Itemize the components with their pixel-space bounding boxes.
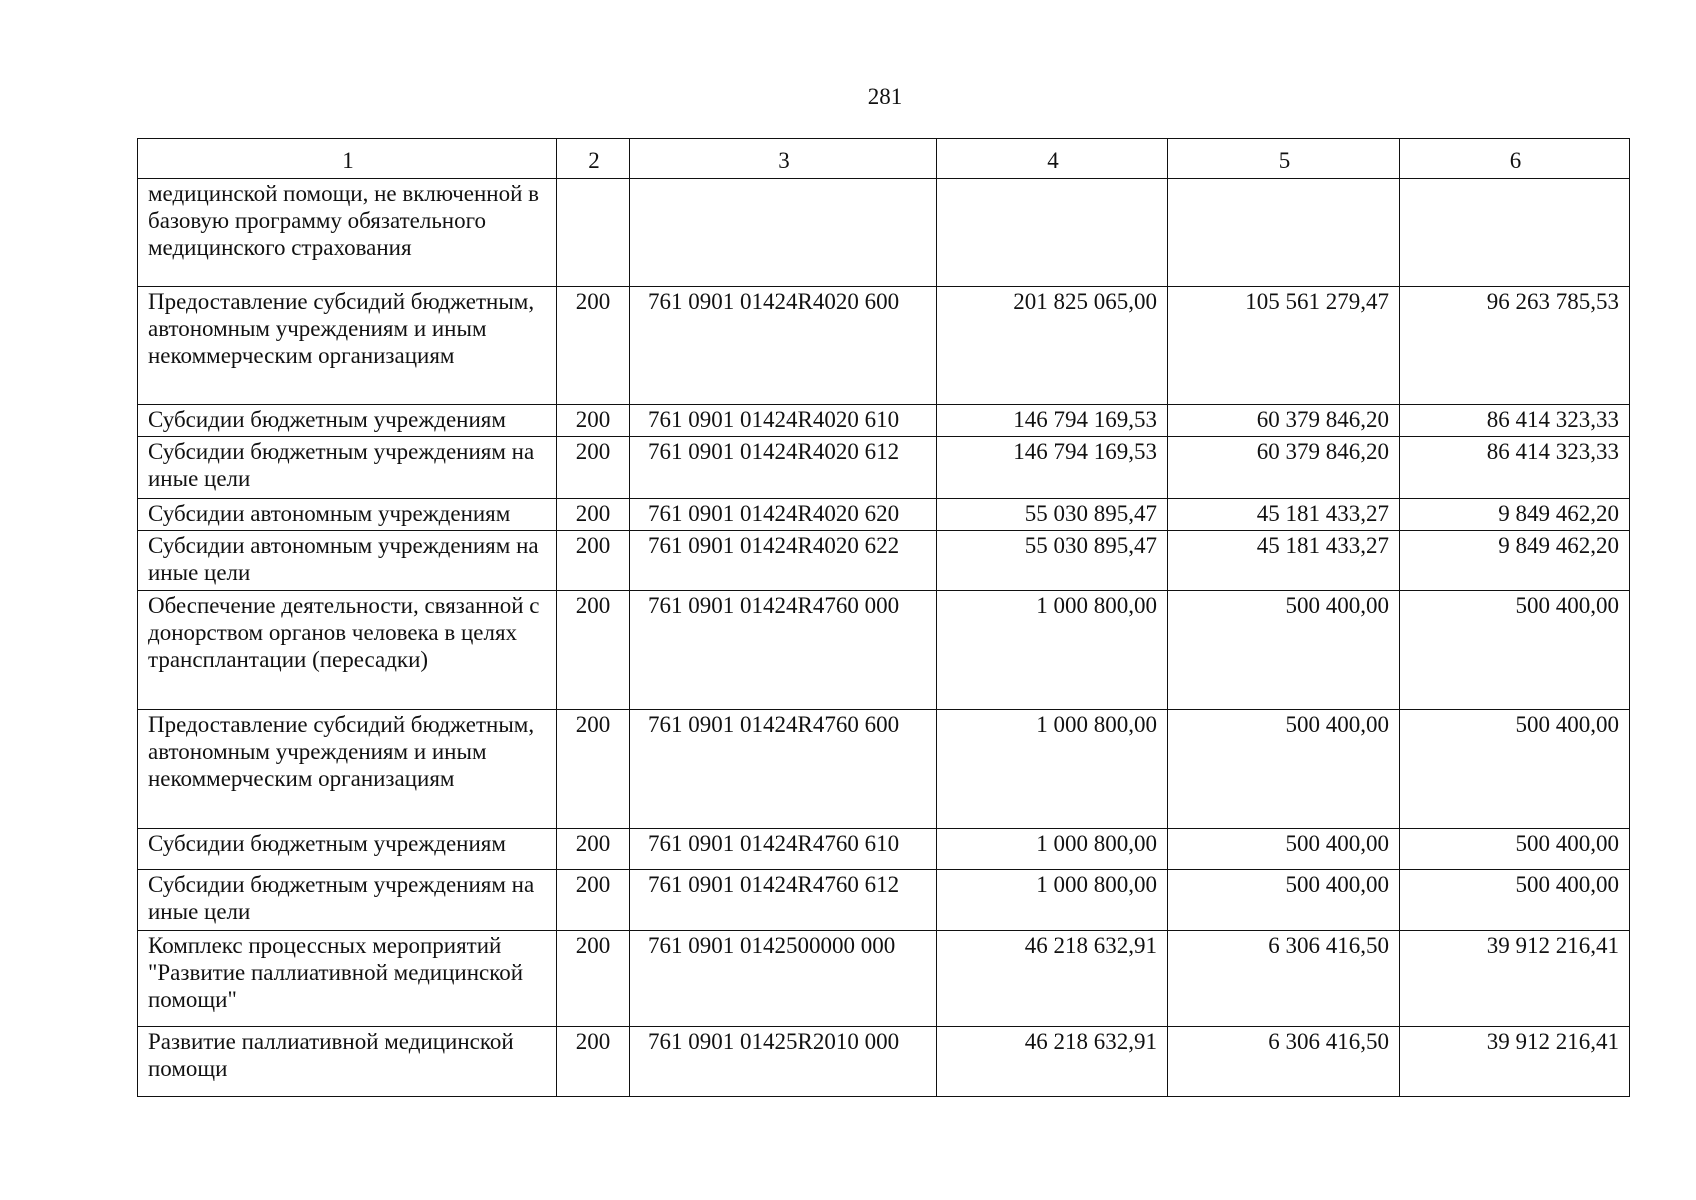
row-value5-cell: 45 181 433,27 xyxy=(1168,499,1400,531)
table-row xyxy=(138,287,1630,405)
row-value6-cell xyxy=(1400,179,1630,287)
row-col2-cell: 200 xyxy=(557,1027,630,1097)
row-col2-cell: 200 xyxy=(557,531,630,591)
row-value4-cell: 146 794 169,53 xyxy=(937,405,1168,437)
column-header: 6 xyxy=(1400,139,1630,179)
row-name-cell: Субсидии автономным учреждениям на иные цели xyxy=(138,531,557,591)
row-value4-cell: 201 825 065,00 xyxy=(937,287,1168,405)
row-value5-cell: 60 379 846,20 xyxy=(1168,405,1400,437)
row-col2-cell: 200 xyxy=(557,287,630,405)
row-col2-cell: 200 xyxy=(557,405,630,437)
row-name-cell: медицинской помощи, не включенной в базовую программу обязательного медицинского страхования xyxy=(138,179,557,287)
row-code-cell: 761 0901 01424R4020 622 xyxy=(630,531,937,591)
row-code-cell: 761 0901 01425R2010 000 xyxy=(630,1027,937,1097)
row-name-cell: Предоставление субсидий бюджетным, автономным учреждениям и иным некоммерческим организациям xyxy=(138,287,557,405)
table-row xyxy=(138,1027,1630,1097)
row-value6-cell: 9 849 462,20 xyxy=(1400,531,1630,591)
row-code-cell: 761 0901 0142500000 000 xyxy=(630,931,937,1027)
row-name-cell: Обеспечение деятельности, связанной с донорством органов человека в целях трансплантации (пересадки) xyxy=(138,591,557,710)
row-name-cell: Субсидии бюджетным учреждениям на иные цели xyxy=(138,437,557,499)
row-code-cell: 761 0901 01424R4020 610 xyxy=(630,405,937,437)
table-row xyxy=(138,437,1630,499)
row-value5-cell: 60 379 846,20 xyxy=(1168,437,1400,499)
column-header: 1 xyxy=(138,139,557,179)
row-code-cell: 761 0901 01424R4760 610 xyxy=(630,829,937,870)
column-header: 4 xyxy=(937,139,1168,179)
row-col2-cell: 200 xyxy=(557,499,630,531)
row-value4-cell: 1 000 800,00 xyxy=(937,870,1168,931)
row-name-cell: Развитие паллиативной медицинской помощи xyxy=(138,1027,557,1097)
row-col2-cell: 200 xyxy=(557,931,630,1027)
row-value5-cell: 500 400,00 xyxy=(1168,710,1400,829)
row-value6-cell: 500 400,00 xyxy=(1400,591,1630,710)
row-value6-cell: 96 263 785,53 xyxy=(1400,287,1630,405)
row-value6-cell: 500 400,00 xyxy=(1400,710,1630,829)
table-row xyxy=(138,710,1630,829)
row-name-cell: Субсидии бюджетным учреждениям на иные цели xyxy=(138,870,557,931)
row-value5-cell: 500 400,00 xyxy=(1168,591,1400,710)
row-value6-cell: 39 912 216,41 xyxy=(1400,931,1630,1027)
row-value5-cell: 105 561 279,47 xyxy=(1168,287,1400,405)
row-code-cell: 761 0901 01424R4020 620 xyxy=(630,499,937,531)
row-code-cell: 761 0901 01424R4760 612 xyxy=(630,870,937,931)
row-name-cell: Субсидии бюджетным учреждениям xyxy=(138,829,557,870)
row-value4-cell: 46 218 632,91 xyxy=(937,1027,1168,1097)
row-value6-cell: 500 400,00 xyxy=(1400,829,1630,870)
row-value4-cell: 146 794 169,53 xyxy=(937,437,1168,499)
row-value6-cell: 500 400,00 xyxy=(1400,870,1630,931)
row-value6-cell: 86 414 323,33 xyxy=(1400,405,1630,437)
table-row xyxy=(138,499,1630,531)
column-header: 5 xyxy=(1168,139,1400,179)
row-col2-cell xyxy=(557,179,630,287)
row-value4-cell: 1 000 800,00 xyxy=(937,591,1168,710)
row-value5-cell xyxy=(1168,179,1400,287)
row-name-cell: Комплекс процессных мероприятий "Развитие паллиативной медицинской помощи" xyxy=(138,931,557,1027)
row-value4-cell: 1 000 800,00 xyxy=(937,710,1168,829)
row-value6-cell: 86 414 323,33 xyxy=(1400,437,1630,499)
row-col2-cell: 200 xyxy=(557,591,630,710)
row-col2-cell: 200 xyxy=(557,710,630,829)
page-number: 281 xyxy=(867,84,903,109)
row-value5-cell: 6 306 416,50 xyxy=(1168,931,1400,1027)
table-row xyxy=(138,870,1630,931)
row-code-cell xyxy=(630,179,937,287)
table-row xyxy=(138,829,1630,870)
column-header: 2 xyxy=(557,139,630,179)
row-code-cell: 761 0901 01424R4020 612 xyxy=(630,437,937,499)
row-col2-cell: 200 xyxy=(557,870,630,931)
row-code-cell: 761 0901 01424R4760 000 xyxy=(630,591,937,710)
table-row xyxy=(138,531,1630,591)
budget-table xyxy=(137,138,1630,1097)
row-value6-cell: 9 849 462,20 xyxy=(1400,499,1630,531)
row-value4-cell: 55 030 895,47 xyxy=(937,499,1168,531)
row-name-cell: Субсидии автономным учреждениям xyxy=(138,499,557,531)
table-row xyxy=(138,179,1630,287)
row-name-cell: Предоставление субсидий бюджетным, автономным учреждениям и иным некоммерческим организациям xyxy=(138,710,557,829)
row-value4-cell: 55 030 895,47 xyxy=(937,531,1168,591)
row-value4-cell: 46 218 632,91 xyxy=(937,931,1168,1027)
row-value6-cell: 39 912 216,41 xyxy=(1400,1027,1630,1097)
row-col2-cell: 200 xyxy=(557,829,630,870)
row-value5-cell: 500 400,00 xyxy=(1168,870,1400,931)
row-value5-cell: 45 181 433,27 xyxy=(1168,531,1400,591)
table-row xyxy=(138,931,1630,1027)
table-row xyxy=(138,405,1630,437)
row-value4-cell: 1 000 800,00 xyxy=(937,829,1168,870)
row-col2-cell: 200 xyxy=(557,437,630,499)
row-value5-cell: 6 306 416,50 xyxy=(1168,1027,1400,1097)
table-row xyxy=(138,591,1630,710)
table-header-row xyxy=(138,139,1630,179)
row-name-cell: Субсидии бюджетным учреждениям xyxy=(138,405,557,437)
row-value5-cell: 500 400,00 xyxy=(1168,829,1400,870)
row-value4-cell xyxy=(937,179,1168,287)
row-code-cell: 761 0901 01424R4020 600 xyxy=(630,287,937,405)
row-code-cell: 761 0901 01424R4760 600 xyxy=(630,710,937,829)
column-header: 3 xyxy=(630,139,937,179)
